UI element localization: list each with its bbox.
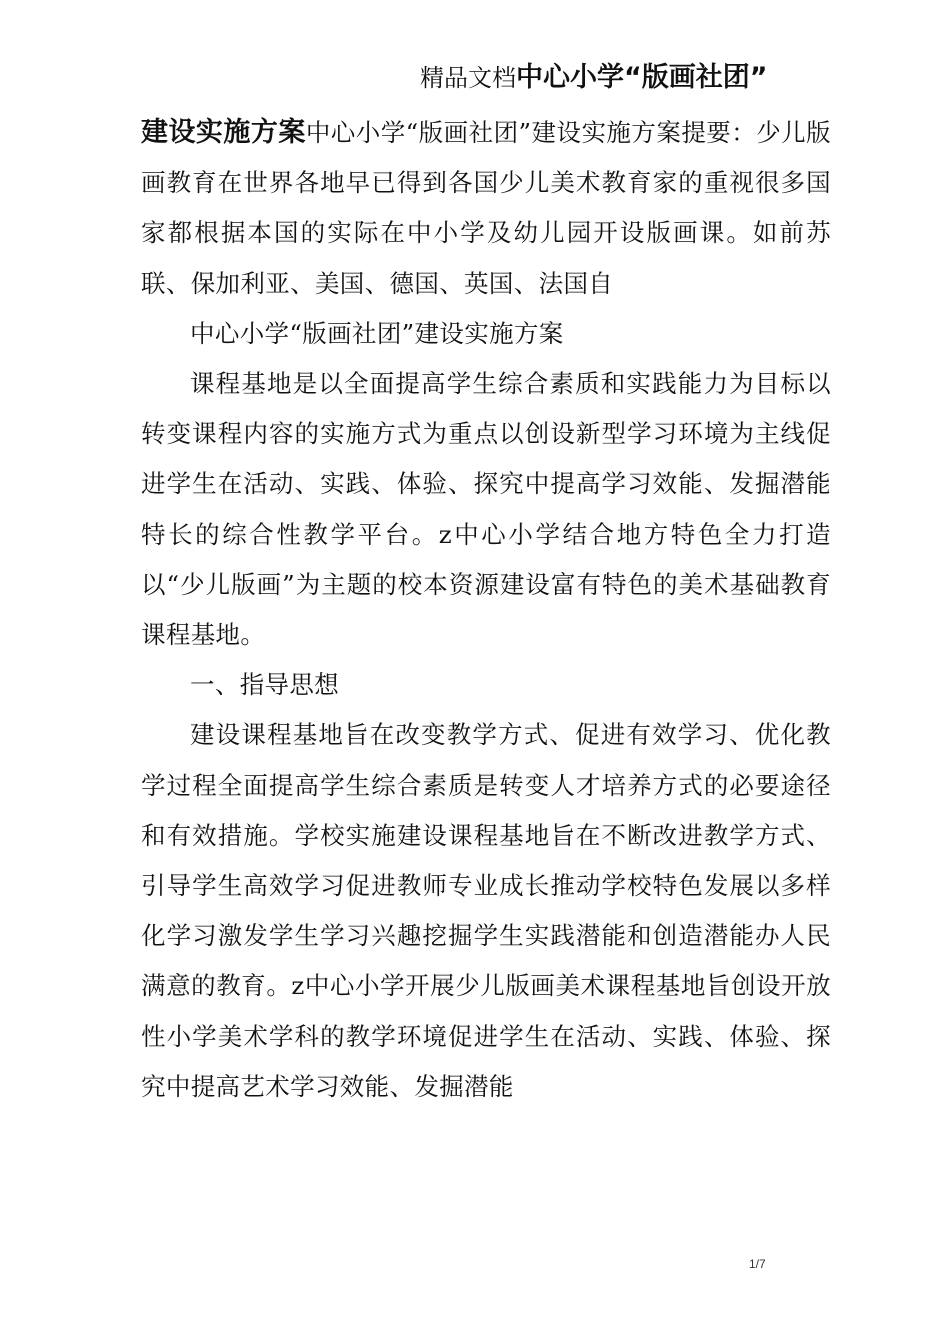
paragraph-1: 课程基地是以全面提高学生综合素质和实践能力为目标以转变课程内容的实施方式为重点以创设新型学习环境为主线促进学生在活动、实践、体验、探究中提高学习效能、发掘潜能特长的综合性教学平台。z中心小学结合地方特色全力打造以“少儿版画”为主题的校本资源建设富有特色的美术基础教育课程基地。 bbox=[141, 369, 831, 650]
intro-paragraph bbox=[141, 108, 831, 309]
header-label: 精品文档 bbox=[420, 64, 516, 92]
document-header bbox=[420, 58, 768, 101]
intro-title: 建设实施方案 bbox=[141, 117, 306, 148]
section-heading-1: 一、指导思想 bbox=[190, 670, 340, 700]
paragraph-2: 建设课程基地旨在改变教学方式、促进有效学习、优化教学过程全面提高学生综合素质是转变人才培养方式的必要途径和有效措施。学校实施建设课程基地旨在不断改进教学方式、引导学生高效学习促进教师专业成长推动学校特色发展以多样化学习激发学生学习兴趣挖掘学生实践潜能和创造潜能办人民满意的教育。z中心小学开展少儿版画美术课程基地旨创设开放性小学美术学科的教学环境促进学生在活动、实践、体验、探究中提高艺术学习效能、发掘潜能 bbox=[141, 720, 831, 1101]
document-subtitle: 中心小学“版画社团”建设实施方案 bbox=[190, 318, 564, 348]
intro-summary: 中心小学“版画社团”建设实施方案提要：少儿版画教育在世界各地早已得到各国少儿美术教育家的重视很多国家都根据本国的实际在中小学及幼儿园开设版画课。如前苏联、保加利亚、美国、德国、英国、法国自 bbox=[141, 118, 832, 298]
header-title: 中心小学“版画社团” bbox=[516, 62, 768, 93]
page-number: 1/7 bbox=[749, 1257, 766, 1271]
document-body bbox=[141, 108, 831, 1112]
